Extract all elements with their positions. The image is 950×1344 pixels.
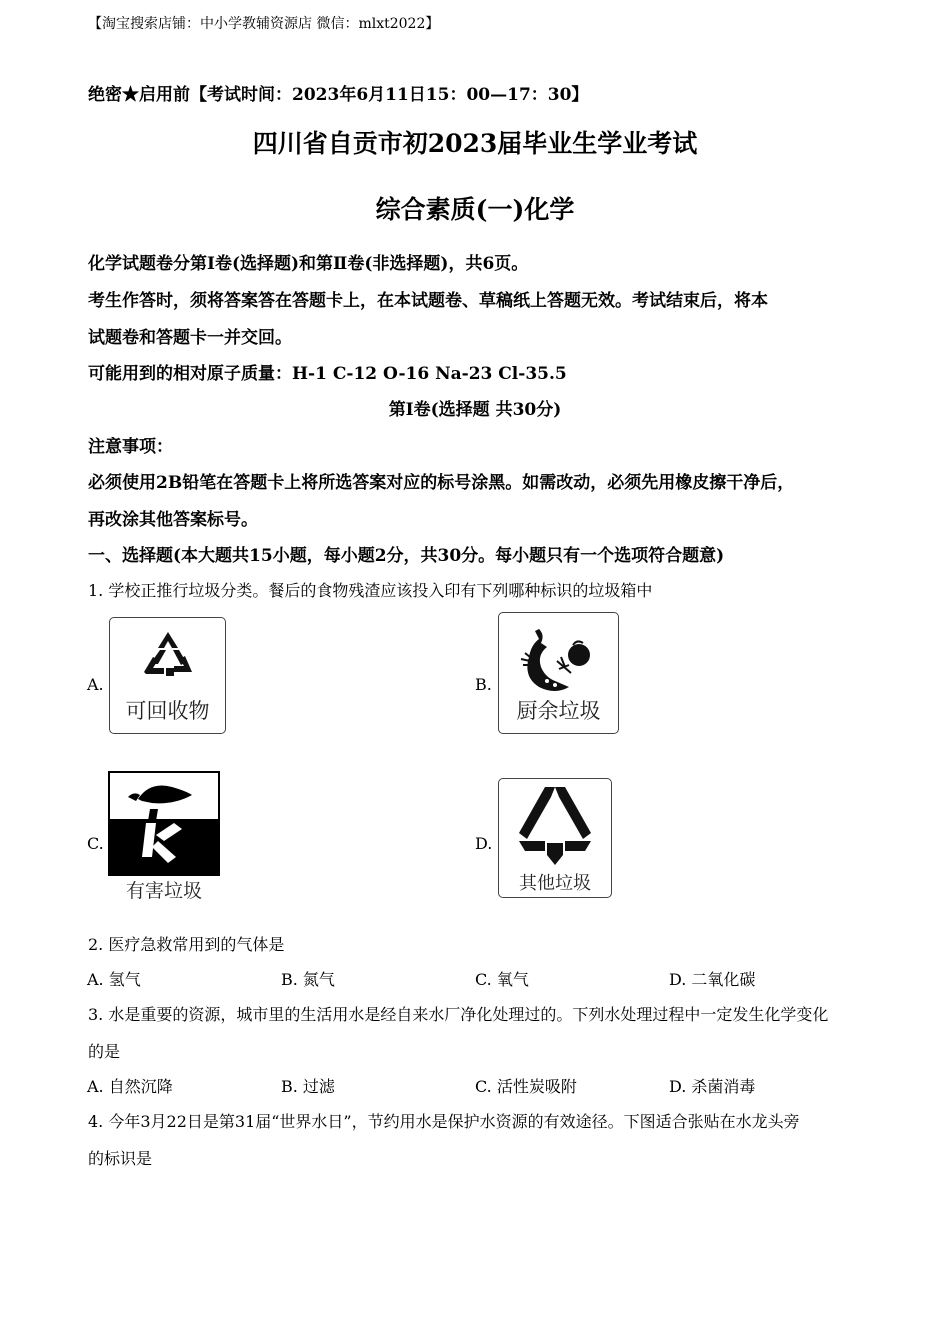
hazardous-icon [110, 773, 218, 874]
q1-option-b-letter: B. [475, 675, 492, 694]
q3-stem-line-2: 的是 [88, 1042, 121, 1061]
part1-heading: 第Ⅰ卷(选择题 共30分) [388, 400, 562, 420]
q3-stem-line-1: 3. 水是重要的资源，城市里的生活用水是经自来水厂净化处理过的。下列水处理过程中一定发生化学变化 [88, 1005, 829, 1024]
food-waste-sign [498, 612, 619, 734]
notice-title: 注意事项： [88, 437, 173, 457]
recycle-sign [109, 617, 226, 734]
intro-line-2: 考生作答时，须将答案答在答题卡上，在本试题卷、草稿纸上答题无效。考试结束后，将本 [88, 291, 768, 311]
q4-stem-line-1: 4. 今年3月22日是第31届“世界水日”，节约用水是保护水资源的有效途径。下图适合张贴在水龙头旁 [88, 1112, 800, 1131]
food-waste-icon [517, 625, 597, 695]
q3-option-b[interactable]: B. 过滤 [281, 1077, 335, 1096]
notice-line-1: 必须使用2B铅笔在答题卡上将所选答案对应的标号涂黑。如需改动，必须先用橡皮擦干净后， [88, 473, 795, 493]
other-waste-caption: 其他垃圾 [519, 873, 591, 894]
food-waste-caption: 厨余垃圾 [516, 699, 601, 723]
source-header: 【淘宝搜索店铺：中小学教辅资源店 微信：mlxt2022】 [88, 16, 440, 32]
recycle-caption: 可回收物 [125, 699, 210, 723]
exam-subtitle: 综合素质(一)化学 [375, 195, 575, 224]
other-waste-sign [498, 778, 612, 898]
hazardous-caption: 有害垃圾 [125, 880, 202, 902]
q2-option-c[interactable]: C. 氧气 [475, 970, 529, 989]
other-waste-icon [515, 785, 595, 867]
q1-option-c-letter: C. [87, 834, 104, 853]
q2-option-b[interactable]: B. 氮气 [281, 970, 335, 989]
q2-option-a[interactable]: A. 氢气 [87, 970, 141, 989]
exam-title: 四川省自贡市初2023届毕业生学业考试 [252, 129, 698, 158]
q2-stem: 2. 医疗急救常用到的气体是 [88, 935, 285, 954]
q1-option-d-letter: D. [475, 834, 493, 853]
q1-option-a-letter: A. [87, 675, 104, 694]
q3-option-d[interactable]: D. 杀菌消毒 [669, 1077, 756, 1096]
atomic-mass-line: 可能用到的相对原子质量：H-1 C-12 O-16 Na-23 Cl-35.5 [88, 364, 567, 384]
q4-stem-line-2: 的标识是 [88, 1149, 153, 1168]
section1-heading: 一、选择题(本大题共15小题，每小题2分，共30分。每小题只有一个选项符合题意) [88, 546, 725, 566]
q2-option-d[interactable]: D. 二氧化碳 [669, 970, 756, 989]
recycle-icon [140, 628, 196, 684]
q1-stem: 1. 学校正推行垃圾分类。餐后的食物残渣应该投入印有下列哪种标识的垃圾箱中 [88, 581, 653, 600]
intro-line-3: 试题卷和答题卡一并交回。 [88, 328, 292, 348]
notice-line-2: 再改涂其他答案标号。 [88, 510, 258, 530]
q3-option-c[interactable]: C. 活性炭吸附 [475, 1077, 577, 1096]
hazardous-sign [108, 771, 220, 876]
intro-line-1: 化学试题卷分第Ⅰ卷(选择题)和第Ⅱ卷(非选择题)，共6页。 [88, 254, 529, 274]
q3-option-a[interactable]: A. 自然沉降 [87, 1077, 173, 1096]
secret-line: 绝密★启用前【考试时间：2023年6月11日15：00—17：30】 [88, 85, 589, 105]
